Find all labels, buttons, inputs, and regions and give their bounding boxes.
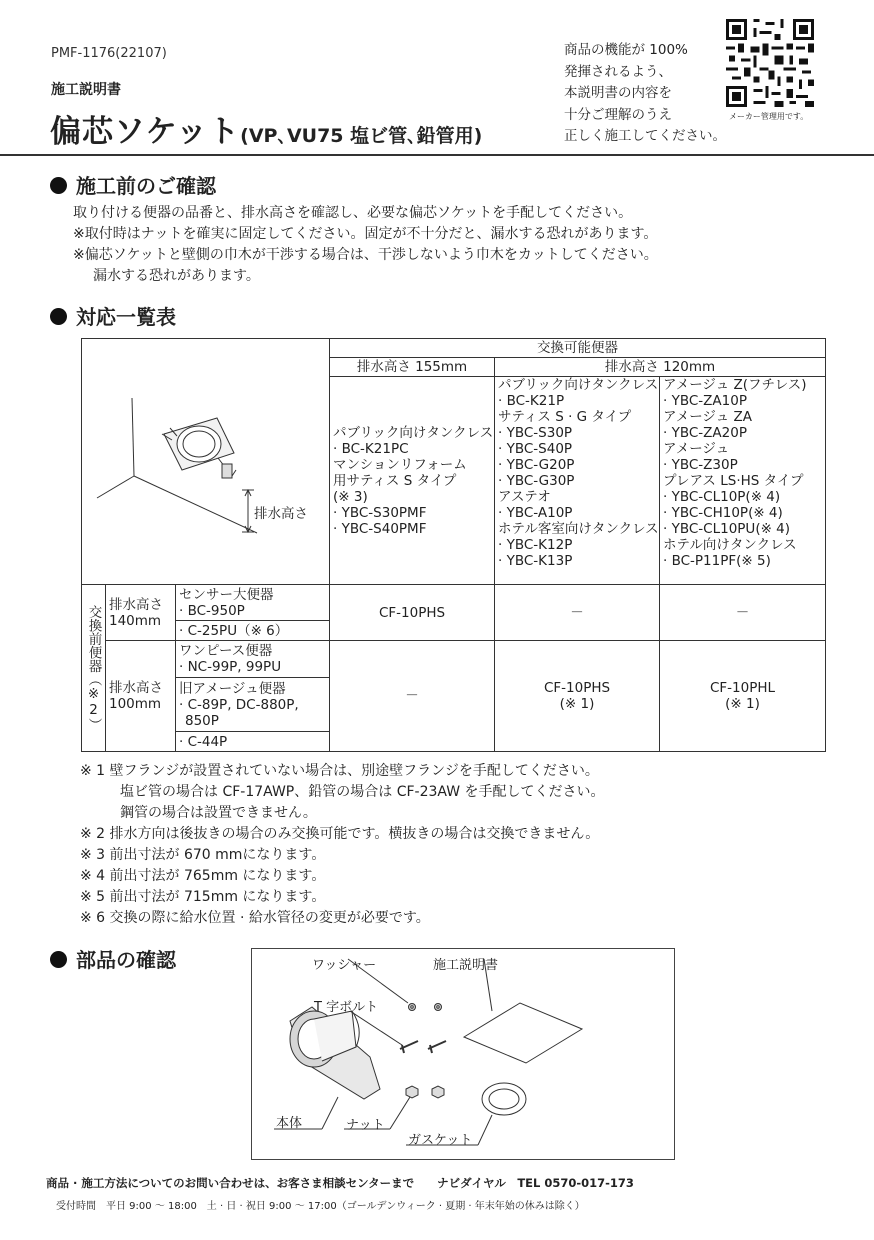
model-line: · C-89P, DC-880P,	[179, 696, 299, 713]
model-line: 旧アメージュ便器	[179, 680, 286, 697]
model-line: · YBC-S30P	[498, 425, 573, 441]
model-line: 850P	[185, 712, 219, 729]
qr-code-icon[interactable]	[726, 19, 814, 107]
model-line: アメージュ	[663, 441, 730, 457]
bullet-icon	[50, 951, 67, 968]
row1-155: CF-10PHS	[330, 585, 495, 641]
model-line: · YBC-CH10P(※ 4)	[663, 505, 783, 521]
label-manual: 施工説明書	[433, 958, 499, 973]
header-note-line: 正しく施工してください。	[564, 128, 726, 144]
precheck-text	[73, 203, 658, 287]
model-line: · BC-950P	[179, 602, 245, 619]
model-line: · BC-P11PF(※ 5)	[663, 553, 771, 569]
h140-label	[106, 585, 176, 641]
model-line: · NC-99P, 99PU	[179, 659, 282, 675]
model-line: · YBC-Z30P	[663, 457, 738, 473]
model-line: · YBC-CL10PU(※ 4)	[663, 521, 791, 537]
row2-120a	[495, 641, 660, 752]
model-line: サティス S · G タイプ	[498, 409, 632, 425]
row1-120a: －	[495, 585, 660, 641]
precheck-line: 取り付ける便器の品番と、排水高さを確認し、必要な偏芯ソケットを手配してください。	[73, 205, 633, 221]
row2-model-b	[176, 678, 330, 732]
socket-install-diagram-icon	[82, 358, 328, 566]
model-line: · YBC-S40PMF	[333, 520, 427, 537]
precheck-line: ※取付時はナットを確実に固定してください。固定が不十分だと、漏水する恐れがあります。	[73, 226, 658, 242]
model-line: センサー大便器	[179, 586, 274, 603]
model-line: · YBC-S30PMF	[333, 504, 427, 521]
header-note	[564, 40, 724, 148]
section-title-text: 部品の確認	[76, 948, 176, 972]
model-line: · YBC-K13P	[498, 553, 573, 569]
precheck-line: ※偏芯ソケットと壁側の巾木が干渉する場合は、干渉しないよう巾木をカットしてください。	[73, 247, 658, 263]
note-line: ※ 3 前出寸法が 670 mmになります。	[80, 847, 326, 863]
precheck-line: 漏水する恐れがあります。	[93, 268, 260, 284]
qr-caption: メーカー管理用です。	[729, 112, 809, 121]
row1-120b: －	[660, 585, 826, 641]
row2-model-c: · C-44P	[176, 732, 330, 752]
label-tbolt: T 字ボルト	[314, 1000, 379, 1015]
row1-model-b: · C-25PU（※ 6）	[176, 621, 330, 641]
model-line: (※ 3)	[333, 488, 368, 505]
section-title-compat	[50, 301, 176, 330]
header-155: 排水高さ 155mm	[330, 358, 495, 377]
model-line: · BC-K21PC	[333, 440, 409, 457]
part-note: (※ 1)	[559, 696, 595, 712]
header-note-line: 発揮されるよう、	[564, 63, 672, 80]
model-line: · YBC-CL10P(※ 4)	[663, 489, 781, 505]
note-line: 鋼管の場合は設置できません。	[120, 805, 317, 821]
note-line: ※ 1 壁フランジが設置されていない場合は、別途壁フランジを手配してください。	[80, 763, 599, 779]
contact-info: 商品 · 施工方法についてのお問い合わせは、お客さま相談センターまで ナビダイヤル TEL 0570-017-173	[46, 1176, 634, 1190]
table-notes	[80, 761, 605, 929]
note-line: ※ 5 前出寸法が 715mm になります。	[80, 889, 326, 905]
header-note-line: 十分ご理解のうえ	[564, 106, 672, 123]
section-title-text: 対応一覧表	[76, 305, 176, 329]
model-line: プレアス LS·HS タイプ	[663, 473, 804, 489]
side-label: 交換前便器（※2）	[82, 585, 106, 752]
label-washer: ワッシャー	[312, 958, 377, 973]
model-line: · YBC-ZA20P	[663, 425, 747, 441]
row2-model-a	[176, 641, 330, 678]
model-line: · YBC-A10P	[498, 505, 573, 521]
header-note-line: 本説明書の内容を	[564, 85, 672, 101]
note-line: ※ 6 交換の際に給水位置 · 給水管径の変更が必要です。	[80, 910, 430, 926]
bullet-icon	[50, 308, 67, 325]
note-line: 塩ビ管の場合は CF-17AWP、鉛管の場合は CF-23AW を手配してください。	[120, 784, 605, 800]
bullet-icon	[50, 177, 67, 194]
title-main: 偏芯ソケット	[50, 114, 241, 150]
row1-model-a	[176, 585, 330, 621]
section-title-precheck	[50, 170, 216, 199]
document-code: PMF-1176(22107)	[51, 46, 167, 61]
parts-illustration-icon	[252, 949, 674, 1159]
section-title-text: 施工前のご確認	[76, 174, 216, 198]
model-line: ホテル向けタンクレス	[663, 537, 797, 553]
col120a-models	[495, 377, 660, 585]
label-body: 本体	[276, 1116, 303, 1131]
col120b-models	[660, 377, 826, 585]
contact-hours: 受付時間 平日 9:00 ～ 18:00 土 · 日 · 祝日 9:00 ～ 17:00（ゴールデンウィーク · 夏期 · 年末年始の休みは除く）	[56, 1201, 585, 1212]
drain-height-label: 排水高さ	[254, 505, 308, 522]
row2-120b	[660, 641, 826, 752]
header-note-line: 商品の機能が 100%	[564, 42, 688, 58]
model-line: アメージュ ZA	[663, 409, 752, 425]
parts-diagram	[251, 948, 675, 1160]
note-line: ※ 2 排水方向は後抜きの場合のみ交換可能です。横抜きの場合は交換できません。	[80, 826, 600, 842]
section-title-parts	[50, 944, 176, 973]
part-number: CF-10PHS	[543, 680, 611, 696]
model-line: · YBC-ZA10P	[663, 393, 747, 409]
table-diagram-cell	[82, 339, 330, 585]
header-exchange: 交換可能便器	[330, 339, 826, 358]
model-line: ホテル客室向けタンクレス	[498, 521, 659, 537]
model-line: パブリック向けタンクレス	[498, 377, 659, 393]
note-line: ※ 4 前出寸法が 765mm になります。	[80, 868, 326, 884]
h100-label	[106, 641, 176, 752]
compatibility-table	[81, 338, 826, 752]
col155-models	[330, 377, 495, 585]
model-line: · YBC-G30P	[498, 473, 575, 489]
model-line: · YBC-K12P	[498, 537, 573, 553]
label-gasket: ガスケット	[408, 1133, 473, 1148]
title-paren: (VP､VU75 塩ビ管､鉛管用)	[240, 125, 483, 147]
model-line: ワンピース便器	[179, 643, 273, 659]
row2-155: －	[330, 641, 495, 752]
h140-text: 排水高さ 140mm	[109, 596, 163, 629]
model-line: アメージュ Z(フチレス)	[663, 377, 807, 393]
model-line: マンションリフォーム	[333, 456, 467, 473]
part-note: (※ 1)	[725, 696, 760, 712]
model-line: パブリック向けタンクレス	[333, 424, 494, 441]
document-type: 施工説明書	[51, 82, 121, 98]
model-line: 用サティス S タイプ	[333, 472, 457, 489]
header-divider	[0, 154, 874, 156]
model-line: · YBC-S40P	[498, 441, 573, 457]
page-title	[50, 106, 482, 151]
h100-text: 排水高さ 100mm	[109, 680, 163, 712]
header-120: 排水高さ 120mm	[495, 358, 826, 377]
model-line: · BC-K21P	[498, 393, 565, 409]
model-line: · YBC-G20P	[498, 457, 575, 473]
part-number: CF-10PHL	[709, 680, 776, 696]
model-line: アステオ	[498, 489, 551, 505]
label-nut: ナット	[346, 1118, 385, 1133]
